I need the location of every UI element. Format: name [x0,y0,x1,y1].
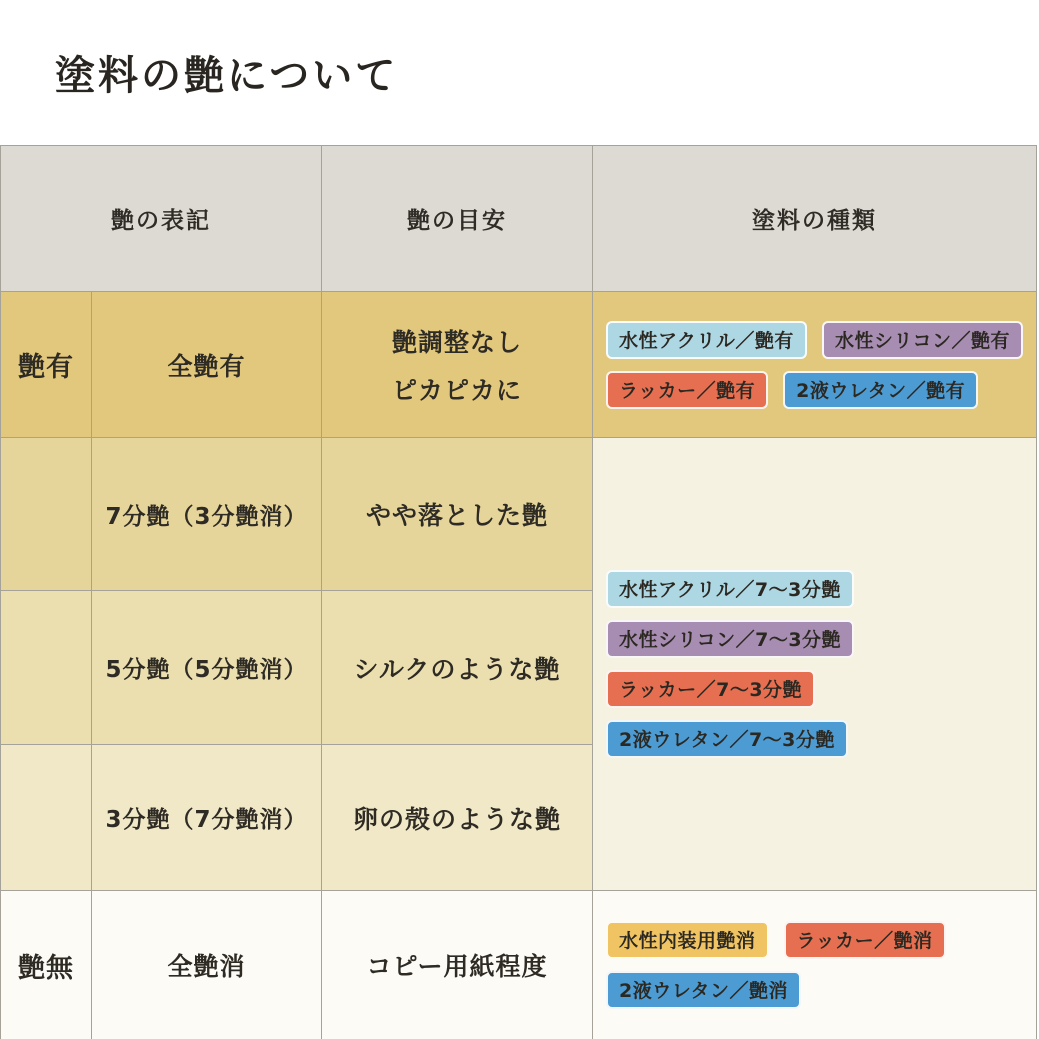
notation-label-3bu: 3分艶（7分艶消） [105,807,308,833]
badge-water-silicone-gloss: 水性シリコン／艶有 [822,321,1023,359]
badge-urethane-mid: 2液ウレタン／7〜3分艶 [606,720,848,758]
badge-line [606,321,1023,359]
title-band [0,0,1039,145]
cell-group-empty-7bu [1,438,91,590]
cell-group-empty-5bu [1,591,91,744]
notation-label-matte: 全艶消 [167,952,246,981]
badge-urethane-matte: 2液ウレタン／艶消 [606,971,801,1009]
cell-types-mid [593,438,1036,890]
cell-types-matte [593,891,1036,1039]
group-label-matte: 艶無 [18,952,74,984]
badge-line [606,971,801,1009]
guide-label-matte: コピー用紙程度 [366,952,548,981]
badge-urethane-gloss: 2液ウレタン／艶有 [783,371,978,409]
badge-water-acrylic-mid: 水性アクリル／7〜3分艶 [606,570,854,608]
cell-guide-full-gloss [322,292,592,437]
guide-line-1: 艶調整なし [391,327,522,357]
cell-notation-5bu [92,591,321,744]
notation-label-7bu: 7分艶（3分艶消） [105,503,308,530]
cell-guide-5bu [322,591,592,744]
badge-lacquer-gloss: ラッカー／艶有 [606,371,768,409]
badge-water-acrylic-gloss: 水性アクリル／艶有 [606,321,807,359]
badge-area-mid [593,438,1036,890]
cell-group-matte [1,891,91,1039]
cell-group-empty-3bu [1,745,91,890]
cell-notation-full-gloss [92,292,321,437]
cell-types-gloss [593,292,1036,437]
badge-lacquer-mid: ラッカー／7〜3分艶 [606,670,815,708]
guide-line-2: ピカピカに [391,375,522,405]
guide-label-7bu: やや落とした艶 [365,501,548,530]
badge-area-matte [593,891,1036,1039]
guide-label-3bu: 卵の殻のような艶 [352,804,561,834]
cell-notation-matte [92,891,321,1039]
guide-label-full-gloss [392,323,522,407]
cell-notation-7bu [92,438,321,590]
page-title: 塗料の艶について [55,53,399,99]
badge-line [606,921,946,959]
group-label-gloss: 艶有 [18,352,74,383]
badge-water-interior-matte: 水性内装用艶消 [606,921,769,959]
notation-label-full-gloss: 全艶有 [167,351,246,381]
header-label-notation: 艶の表記 [111,208,211,234]
cell-group-gloss [1,292,91,437]
badge-area-gloss [593,292,1036,437]
badge-lacquer-matte: ラッカー／艶消 [784,921,946,959]
cell-guide-matte [322,891,592,1039]
cell-guide-3bu [322,745,592,890]
header-label-guide: 艶の目安 [407,208,507,234]
cell-guide-7bu [322,438,592,590]
header-cell-notation [1,146,321,291]
header-label-types: 塗料の種類 [752,208,877,234]
guide-label-5bu: シルクのような艶 [353,654,561,684]
cell-notation-3bu [92,745,321,890]
header-cell-types [593,146,1036,291]
badge-line [606,371,978,409]
notation-label-5bu: 5分艶（5分艶消） [105,657,308,683]
badge-water-silicone-mid: 水性シリコン／7〜3分艶 [606,620,854,658]
header-cell-guide [322,146,592,291]
gloss-table [0,145,1037,1039]
